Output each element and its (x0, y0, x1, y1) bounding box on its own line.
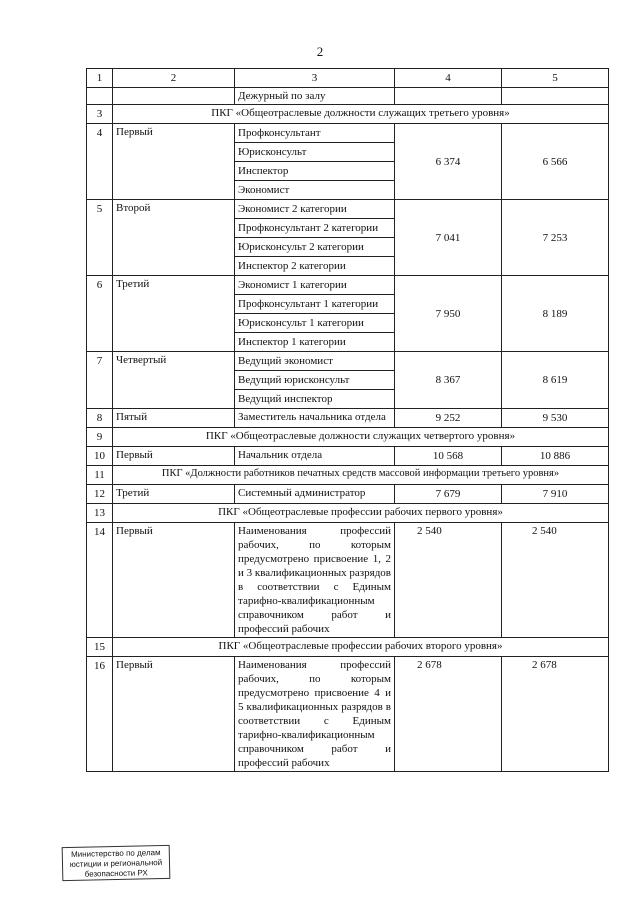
position-item: Юрисконсульт 2 категории (235, 238, 394, 257)
salary-col4: 2 540 (395, 523, 502, 638)
row-number: 8 (87, 409, 113, 428)
salary-col4: 7 041 (395, 200, 502, 276)
table-row (87, 657, 609, 772)
header-cell: 3 (235, 69, 395, 88)
table-row (87, 276, 609, 352)
level-cell: Четвертый (113, 352, 235, 409)
salary-col5: 10 886 (502, 447, 609, 466)
table-row (87, 409, 609, 428)
position-item: Инспектор (235, 162, 394, 181)
level-cell: Первый (113, 124, 235, 200)
position-item: Ведущий экономист (235, 352, 394, 371)
position-cell: Дежурный по залу (235, 88, 395, 105)
row-number: 5 (87, 200, 113, 276)
salary-col5: 6 566 (502, 124, 609, 200)
salary-col5: 2 678 (502, 657, 609, 772)
header-cell: 5 (502, 69, 609, 88)
group-title: ПКГ «Общеотраслевые профессии рабочих второго уровня» (113, 638, 609, 657)
table-row (87, 485, 609, 504)
level-cell: Первый (113, 447, 235, 466)
position-item: Юрисконсульт 1 категории (235, 314, 394, 333)
position-item: Профконсультант 1 категории (235, 295, 394, 314)
row-number: 4 (87, 124, 113, 200)
salary-col5: 8 189 (502, 276, 609, 352)
group-row (87, 466, 609, 485)
row-number: 16 (87, 657, 113, 772)
row-number: 11 (87, 466, 113, 485)
row-number: 13 (87, 504, 113, 523)
row-number: 3 (87, 105, 113, 124)
row-number: 6 (87, 276, 113, 352)
stamp-line: Министерство по делам (70, 848, 161, 859)
page-number: 2 (316, 44, 324, 59)
salary-col4: 7 679 (395, 485, 502, 504)
row-number: 15 (87, 638, 113, 657)
salary-col5: 7 910 (502, 485, 609, 504)
group-row (87, 638, 609, 657)
row-number: 12 (87, 485, 113, 504)
position-item: Профконсультант 2 категории (235, 219, 394, 238)
position-cell: Наименования профессий рабочих, по которым предусмотрено присвоение 4 и 5 квалификационных разрядов в соответствии с Единым тарифно-квалификационным справочником работ и профессий рабочих (235, 657, 395, 772)
positions-cell (235, 200, 395, 276)
salary-col4: 7 950 (395, 276, 502, 352)
group-title: ПКГ «Общеотраслевые должности служащих третьего уровня» (113, 105, 609, 124)
position-cell: Начальник отдела (235, 447, 395, 466)
ministry-stamp (62, 845, 171, 881)
table-row (87, 523, 609, 638)
table-row (87, 352, 609, 409)
positions-cell (235, 124, 395, 200)
positions-cell (235, 352, 395, 409)
position-item: Ведущий инспектор (238, 393, 333, 405)
row-number: 14 (87, 523, 113, 638)
row-number: 9 (87, 428, 113, 447)
salary-col4: 6 374 (395, 124, 502, 200)
table-row (87, 124, 609, 200)
salary-col4: 9 252 (395, 409, 502, 428)
positions-cell (235, 276, 395, 352)
level-cell: Пятый (113, 409, 235, 428)
level-cell: Первый (113, 657, 235, 772)
salary-col4: 2 678 (395, 657, 502, 772)
position-item: Экономист 1 категории (235, 276, 394, 295)
salary-table (86, 68, 609, 772)
position-item: Экономист (238, 184, 290, 196)
position-cell: Заместитель начальника отдела (235, 409, 395, 428)
salary-col5: 2 540 (502, 523, 609, 638)
group-row (87, 105, 609, 124)
salary-col4: 8 367 (395, 352, 502, 409)
table-row (87, 88, 609, 105)
position-item: Экономист 2 категории (235, 200, 394, 219)
group-row (87, 504, 609, 523)
position-cell: Системный администратор (235, 485, 395, 504)
salary-col5: 9 530 (502, 409, 609, 428)
header-cell: 1 (87, 69, 113, 88)
position-item: Юрисконсульт (235, 143, 394, 162)
group-title: ПКГ «Общеотраслевые должности служащих четвертого уровня» (113, 428, 609, 447)
row-number: 10 (87, 447, 113, 466)
table-row (87, 447, 609, 466)
level-cell: Первый (113, 523, 235, 638)
table-row (87, 200, 609, 276)
group-title: ПКГ «Общеотраслевые профессии рабочих первого уровня» (113, 504, 609, 523)
header-cell: 2 (113, 69, 235, 88)
stamp-line: юстиции и региональной (69, 858, 163, 869)
position-item: Инспектор 2 категории (238, 260, 346, 272)
level-cell: Третий (113, 276, 235, 352)
group-title: ПКГ «Должности работников печатных средств массовой информации третьего уровня» (113, 466, 609, 485)
stamp-line: безопасности РХ (84, 868, 148, 879)
header-cell: 4 (395, 69, 502, 88)
salary-col5: 8 619 (502, 352, 609, 409)
position-item: Ведущий юрисконсульт (235, 371, 394, 390)
table-header-row (87, 69, 609, 88)
group-row (87, 428, 609, 447)
position-item: Профконсультант (235, 124, 394, 143)
position-cell: Наименования профессий рабочих, по которым предусмотрено присвоение 1, 2 и 3 квалификационных разрядов в соответствии с Единым тарифно-квалификационным справочником работ и профессий рабочих (235, 523, 395, 638)
position-item: Инспектор 1 категории (238, 336, 346, 348)
level-cell: Второй (113, 200, 235, 276)
level-cell: Третий (113, 485, 235, 504)
row-number: 7 (87, 352, 113, 409)
salary-col5: 7 253 (502, 200, 609, 276)
salary-col4: 10 568 (395, 447, 502, 466)
